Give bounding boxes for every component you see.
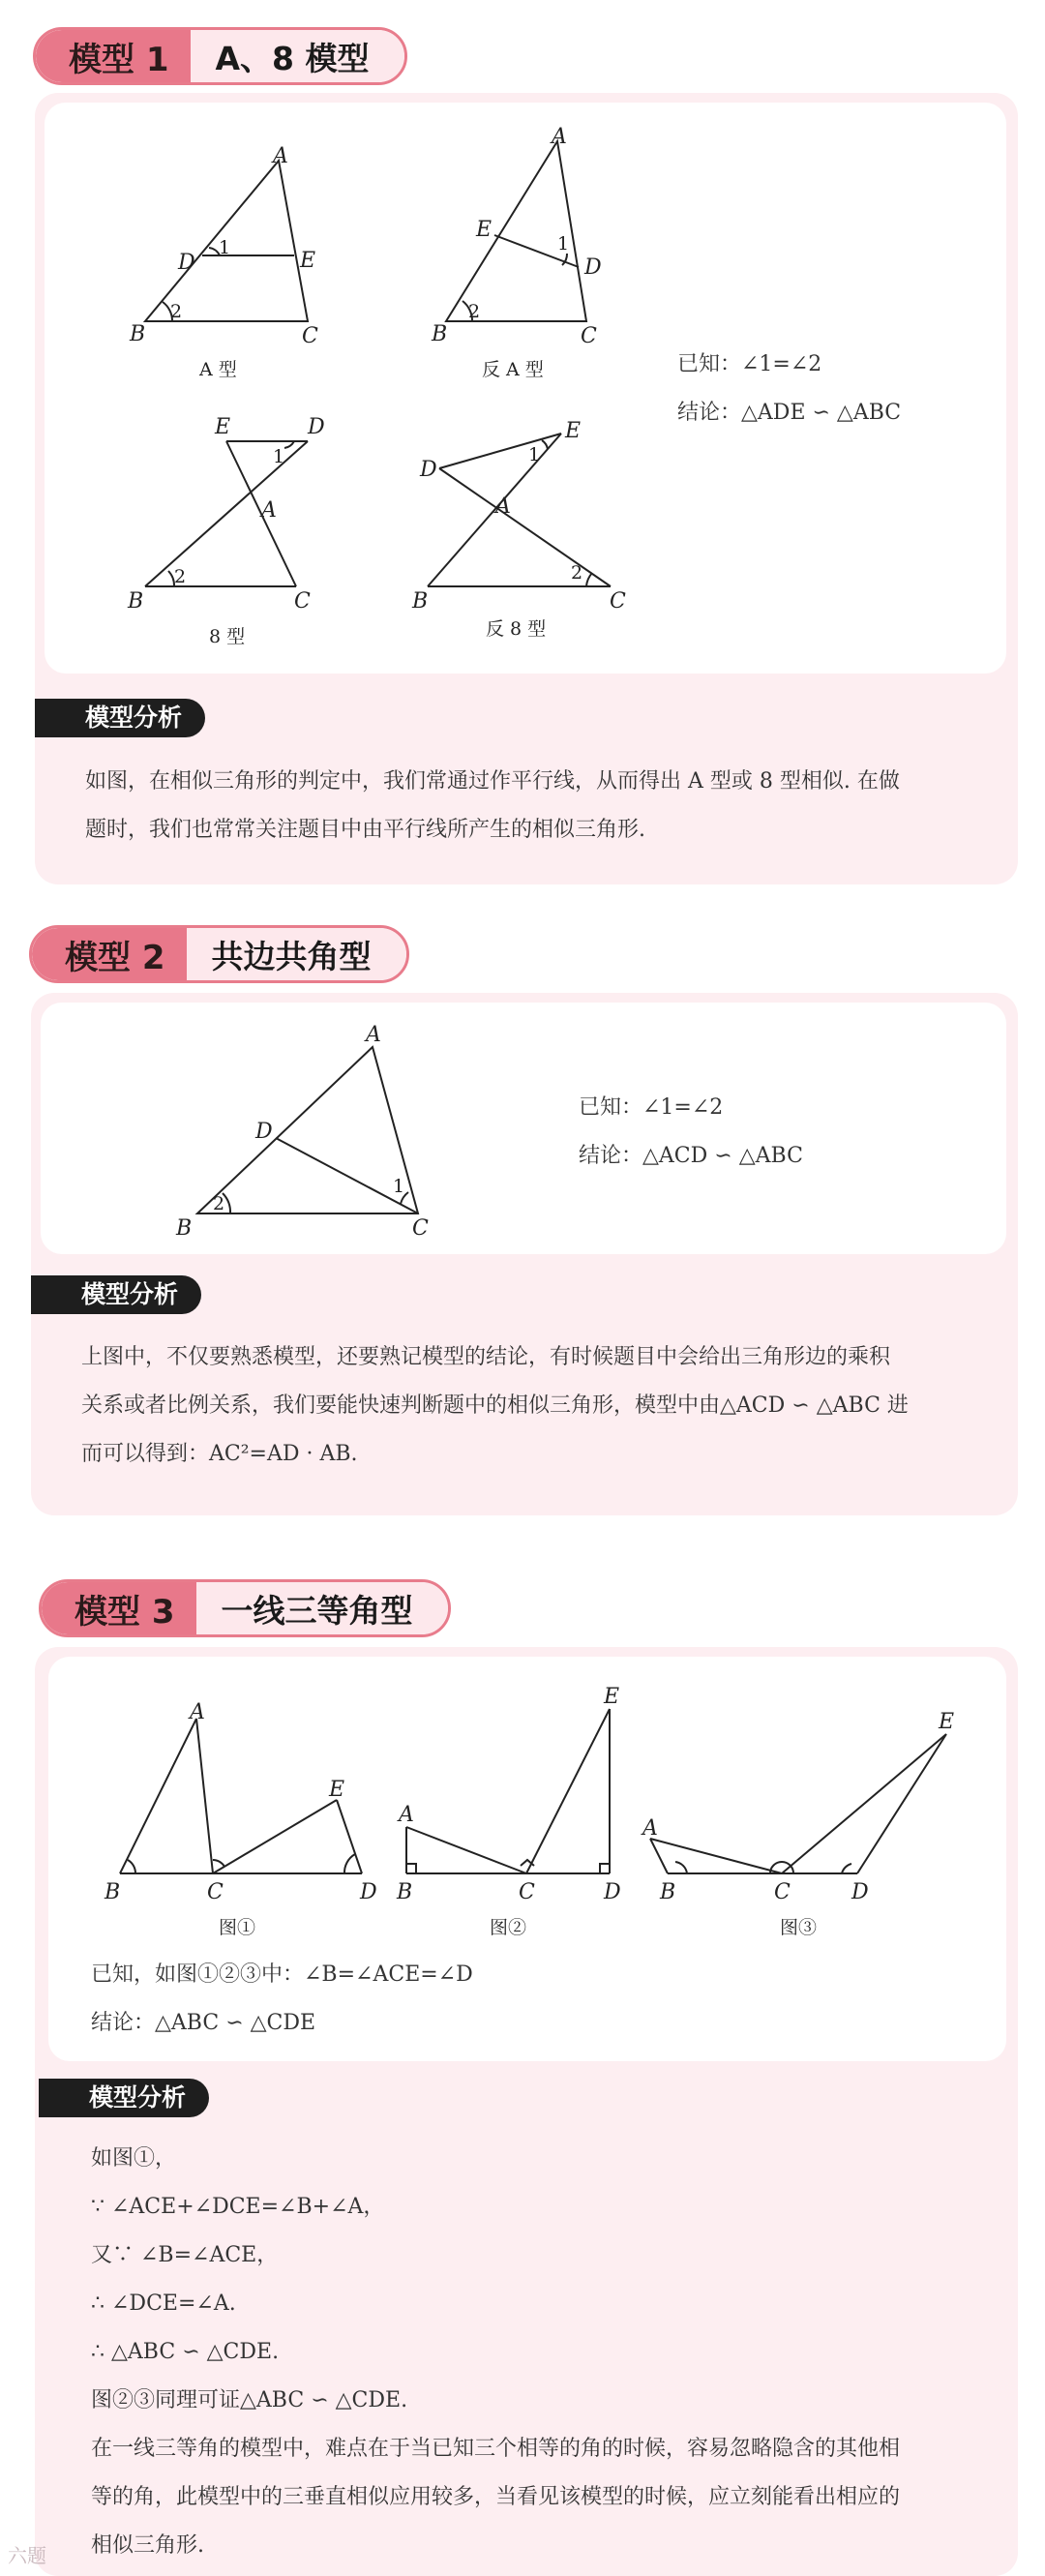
diagram-fig2 [396,1685,621,1938]
model3-analysis-line: ∴ △ABC ∽ △CDE. [91,2340,280,2364]
model1-known-block [677,341,901,437]
model1-analysis [85,758,995,854]
svg-text:2: 2 [213,1193,225,1214]
svg-text:C: C [302,324,318,348]
model2-analysis-line: 而可以得到：AC²=AD · AB. [81,1442,358,1466]
model2-conclusion: 结论：△ACD ∽ △ABC [579,1144,803,1168]
svg-text:B: B [104,1880,121,1904]
model2-analysis [81,1333,1000,1479]
model3-analysis-line: ∴ ∠DCE=∠A. [91,2291,236,2316]
model1-analysis-line: 题时，我们也常常关注题目中由平行线所产生的相似三角形. [85,818,645,842]
svg-text:A: A [399,1803,414,1827]
svg-text:B: B [397,1880,413,1904]
svg-text:D: D [360,1880,377,1904]
model3-conclusion: 结论：△ABC ∽ △CDE [91,2011,316,2035]
svg-text:1: 1 [273,446,285,467]
model1-known: 已知：∠1=∠2 [677,352,822,376]
diagram-reverse-8-type [411,419,626,640]
svg-text:C: C [774,1880,791,1904]
svg-text:B: B [432,322,448,346]
svg-text:2: 2 [468,301,481,322]
diagram-fig3 [641,1710,954,1938]
svg-text:B: B [176,1216,193,1241]
model1-analysis-badge: 模型分析 [35,699,205,737]
caption-reverse-a-type: 反 A 型 [482,359,544,380]
svg-text:A: A [366,1023,381,1047]
svg-text:C: C [294,589,311,614]
svg-text:E: E [604,1685,620,1709]
model3-known: 已知，如图①②③中：∠B=∠ACE=∠D [91,1962,473,1987]
svg-text:D: D [584,255,602,280]
diagram-8-type [127,415,325,647]
svg-text:E: E [300,249,316,273]
model3-analysis-line: 又∵ ∠B=∠ACE， [91,2243,279,2267]
svg-text:D: D [178,251,195,275]
watermark: 六题 [8,2544,46,2567]
model3-analysis-line: 图②③同理可证△ABC ∽ △CDE. [91,2388,408,2412]
svg-text:D: D [604,1880,621,1904]
svg-text:E: E [476,218,493,242]
svg-text:C: C [610,589,626,614]
caption-fig2: 图② [490,1917,527,1938]
svg-text:C: C [581,324,597,348]
model2-figure-card [41,1003,1006,1254]
model3-analysis-badge: 模型分析 [39,2079,209,2117]
svg-text:C: C [207,1880,224,1904]
model1-conclusion: 结论：△ADE ∽ △ABC [677,401,902,425]
svg-text:2: 2 [174,566,187,587]
model3-known-block [91,1951,473,2048]
svg-text:B: B [660,1880,676,1904]
svg-text:1: 1 [393,1176,405,1197]
svg-text:A: A [495,494,511,519]
svg-text:A: A [552,125,567,149]
model1-analysis-line: 如图，在相似三角形的判定中，我们常通过作平行线，从而得出 A 型或 8 型相似. 在做 [85,769,900,794]
model1-header [33,27,407,85]
model3-analysis-line: 如图①， [91,2146,177,2171]
svg-text:A: A [273,144,288,168]
model1-title: A、8 模型 [191,30,404,82]
model3-analysis-line: 在一线三等角的模型中，难点在于当已知三个相等的角的时候，容易忽略隐含的其他相 [91,2437,901,2461]
caption-a-type: A 型 [199,359,237,380]
model2-analysis-badge: 模型分析 [31,1275,201,1314]
svg-text:D: D [420,458,437,482]
model2-header [29,925,409,983]
svg-text:A: A [261,498,277,523]
model1-number: 模型 1 [36,30,191,82]
model3-title: 一线三等角型 [196,1582,448,1634]
model2-title: 共边共角型 [187,928,406,980]
svg-text:B: B [412,589,429,614]
svg-text:E: E [215,415,231,439]
svg-text:C: C [519,1880,535,1904]
caption-reverse-8-type: 反 8 型 [486,618,547,640]
svg-text:1: 1 [219,237,231,258]
caption-fig1: 图① [219,1917,256,1938]
model2-known-block [579,1084,803,1181]
model2-number: 模型 2 [32,928,187,980]
svg-text:A: A [642,1816,658,1841]
svg-text:2: 2 [170,301,183,322]
svg-text:1: 1 [528,444,541,465]
caption-8-type: 8 型 [209,626,246,647]
svg-text:E: E [939,1710,955,1734]
model2-diagram [41,1003,1006,1254]
svg-text:E: E [329,1778,345,1802]
svg-text:B: B [128,589,144,614]
diagram-fig1 [104,1700,377,1938]
svg-text:C: C [412,1216,429,1241]
caption-fig3: 图③ [780,1917,818,1938]
svg-text:D: D [308,415,325,439]
model2-known: 已知：∠1=∠2 [579,1095,724,1120]
svg-text:B: B [130,322,146,346]
diagram-reverse-a-type [431,125,602,380]
svg-text:E: E [565,419,582,443]
model3-analysis-line: ∵ ∠ACE+∠DCE=∠B+∠A， [91,2195,385,2219]
svg-text:D: D [255,1120,273,1144]
model3-analysis-line: 相似三角形. [91,2533,204,2558]
svg-text:1: 1 [557,233,570,255]
diagram-a-type [129,144,318,380]
model2-analysis-line: 关系或者比例关系，我们要能快速判断题中的相似三角形，模型中由△ACD ∽ △ABC 进 [81,1393,909,1418]
model3-header [39,1579,451,1637]
model3-analysis [91,2135,1000,2570]
svg-text:A: A [190,1700,205,1724]
svg-text:2: 2 [571,562,583,584]
model3-number: 模型 3 [42,1582,196,1634]
model2-analysis-line: 上图中，不仅要熟悉模型，还要熟记模型的结论，有时候题目中会给出三角形边的乘积 [81,1345,891,1369]
model3-analysis-line: 等的角，此模型中的三垂直相似应用较多，当看见该模型的时候，应立刻能看出相应的 [91,2485,901,2509]
svg-text:D: D [851,1880,869,1904]
